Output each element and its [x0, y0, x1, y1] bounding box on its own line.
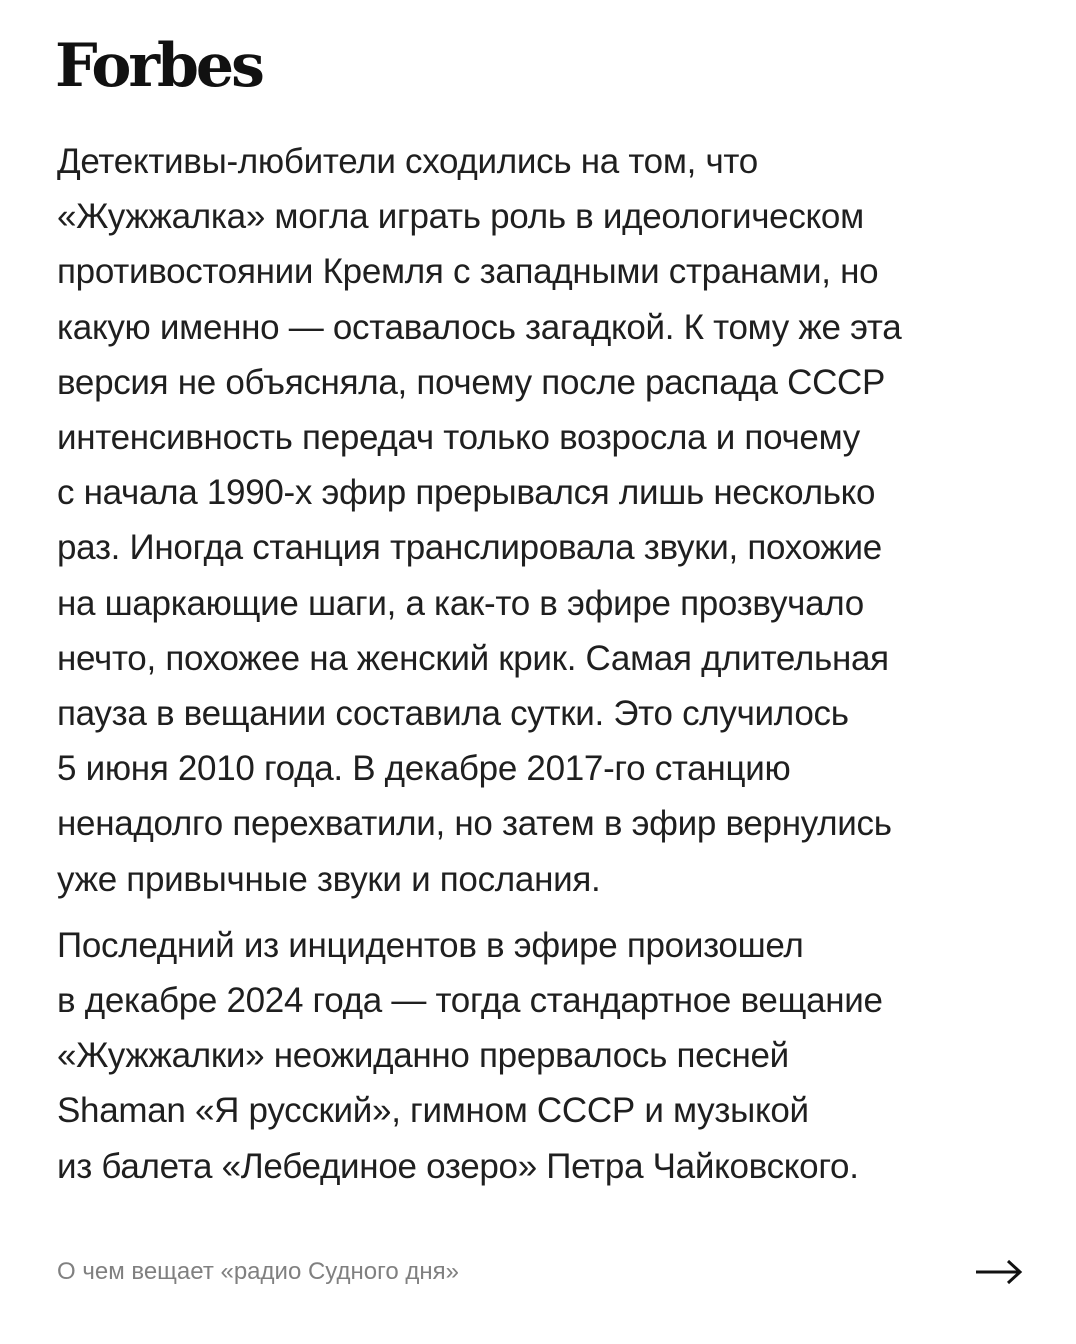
text-line: пауза в вещании составила сутки. Это случилось [57, 694, 849, 734]
article-paragraph [57, 918, 1032, 1194]
text-line: раз. Иногда станция транслировала звуки, похожие [57, 528, 882, 568]
footer-bar [57, 1254, 1024, 1290]
text-line: в декабре 2024 года — тогда стандартное вещание [57, 981, 883, 1021]
text-line: Детективы-любители сходились на том, что [57, 142, 758, 181]
article-body [57, 134, 1032, 1194]
text-line: какую именно — оставалось загадкой. К тому же эта [57, 307, 902, 347]
forbes-logo: Forbes [55, 31, 262, 101]
text-line: Последний из инцидентов в эфире произошел [57, 925, 804, 965]
text-line: интенсивность передач только возросла и почему [57, 418, 860, 458]
text-line: Shaman «Я русский», гимном СССР и музыкой [57, 1091, 809, 1131]
text-line: нечто, похожее на женский крик. Самая длительная [57, 638, 889, 678]
text-line: противостоянии Кремля с западными странами, но [57, 252, 879, 292]
text-line: из балета «Лебединое озеро» Петра Чайковского. [57, 1146, 859, 1186]
arrow-right-icon[interactable] [974, 1257, 1024, 1287]
related-article-link[interactable]: О чем вещает «радио Судного дня» [57, 1258, 459, 1285]
text-line: с начала 1990-х эфир прерывался лишь несколько [57, 473, 876, 513]
text-line: «Жужжалки» неожиданно прервалось песней [57, 1036, 789, 1076]
text-line: «Жужжалка» могла играть роль в идеологическом [57, 197, 864, 237]
text-line: уже привычные звуки и послания. [57, 859, 601, 899]
text-line: 5 июня 2010 года. В декабре 2017-го станцию [57, 749, 791, 789]
text-line: на шаркающие шаги, а как-то в эфире прозвучало [57, 583, 864, 623]
article-paragraph [57, 134, 1032, 907]
text-line: ненадолго перехватили, но затем в эфир вернулись [57, 804, 892, 844]
text-line: версия не объясняла, почему после распада СССР [57, 362, 886, 402]
